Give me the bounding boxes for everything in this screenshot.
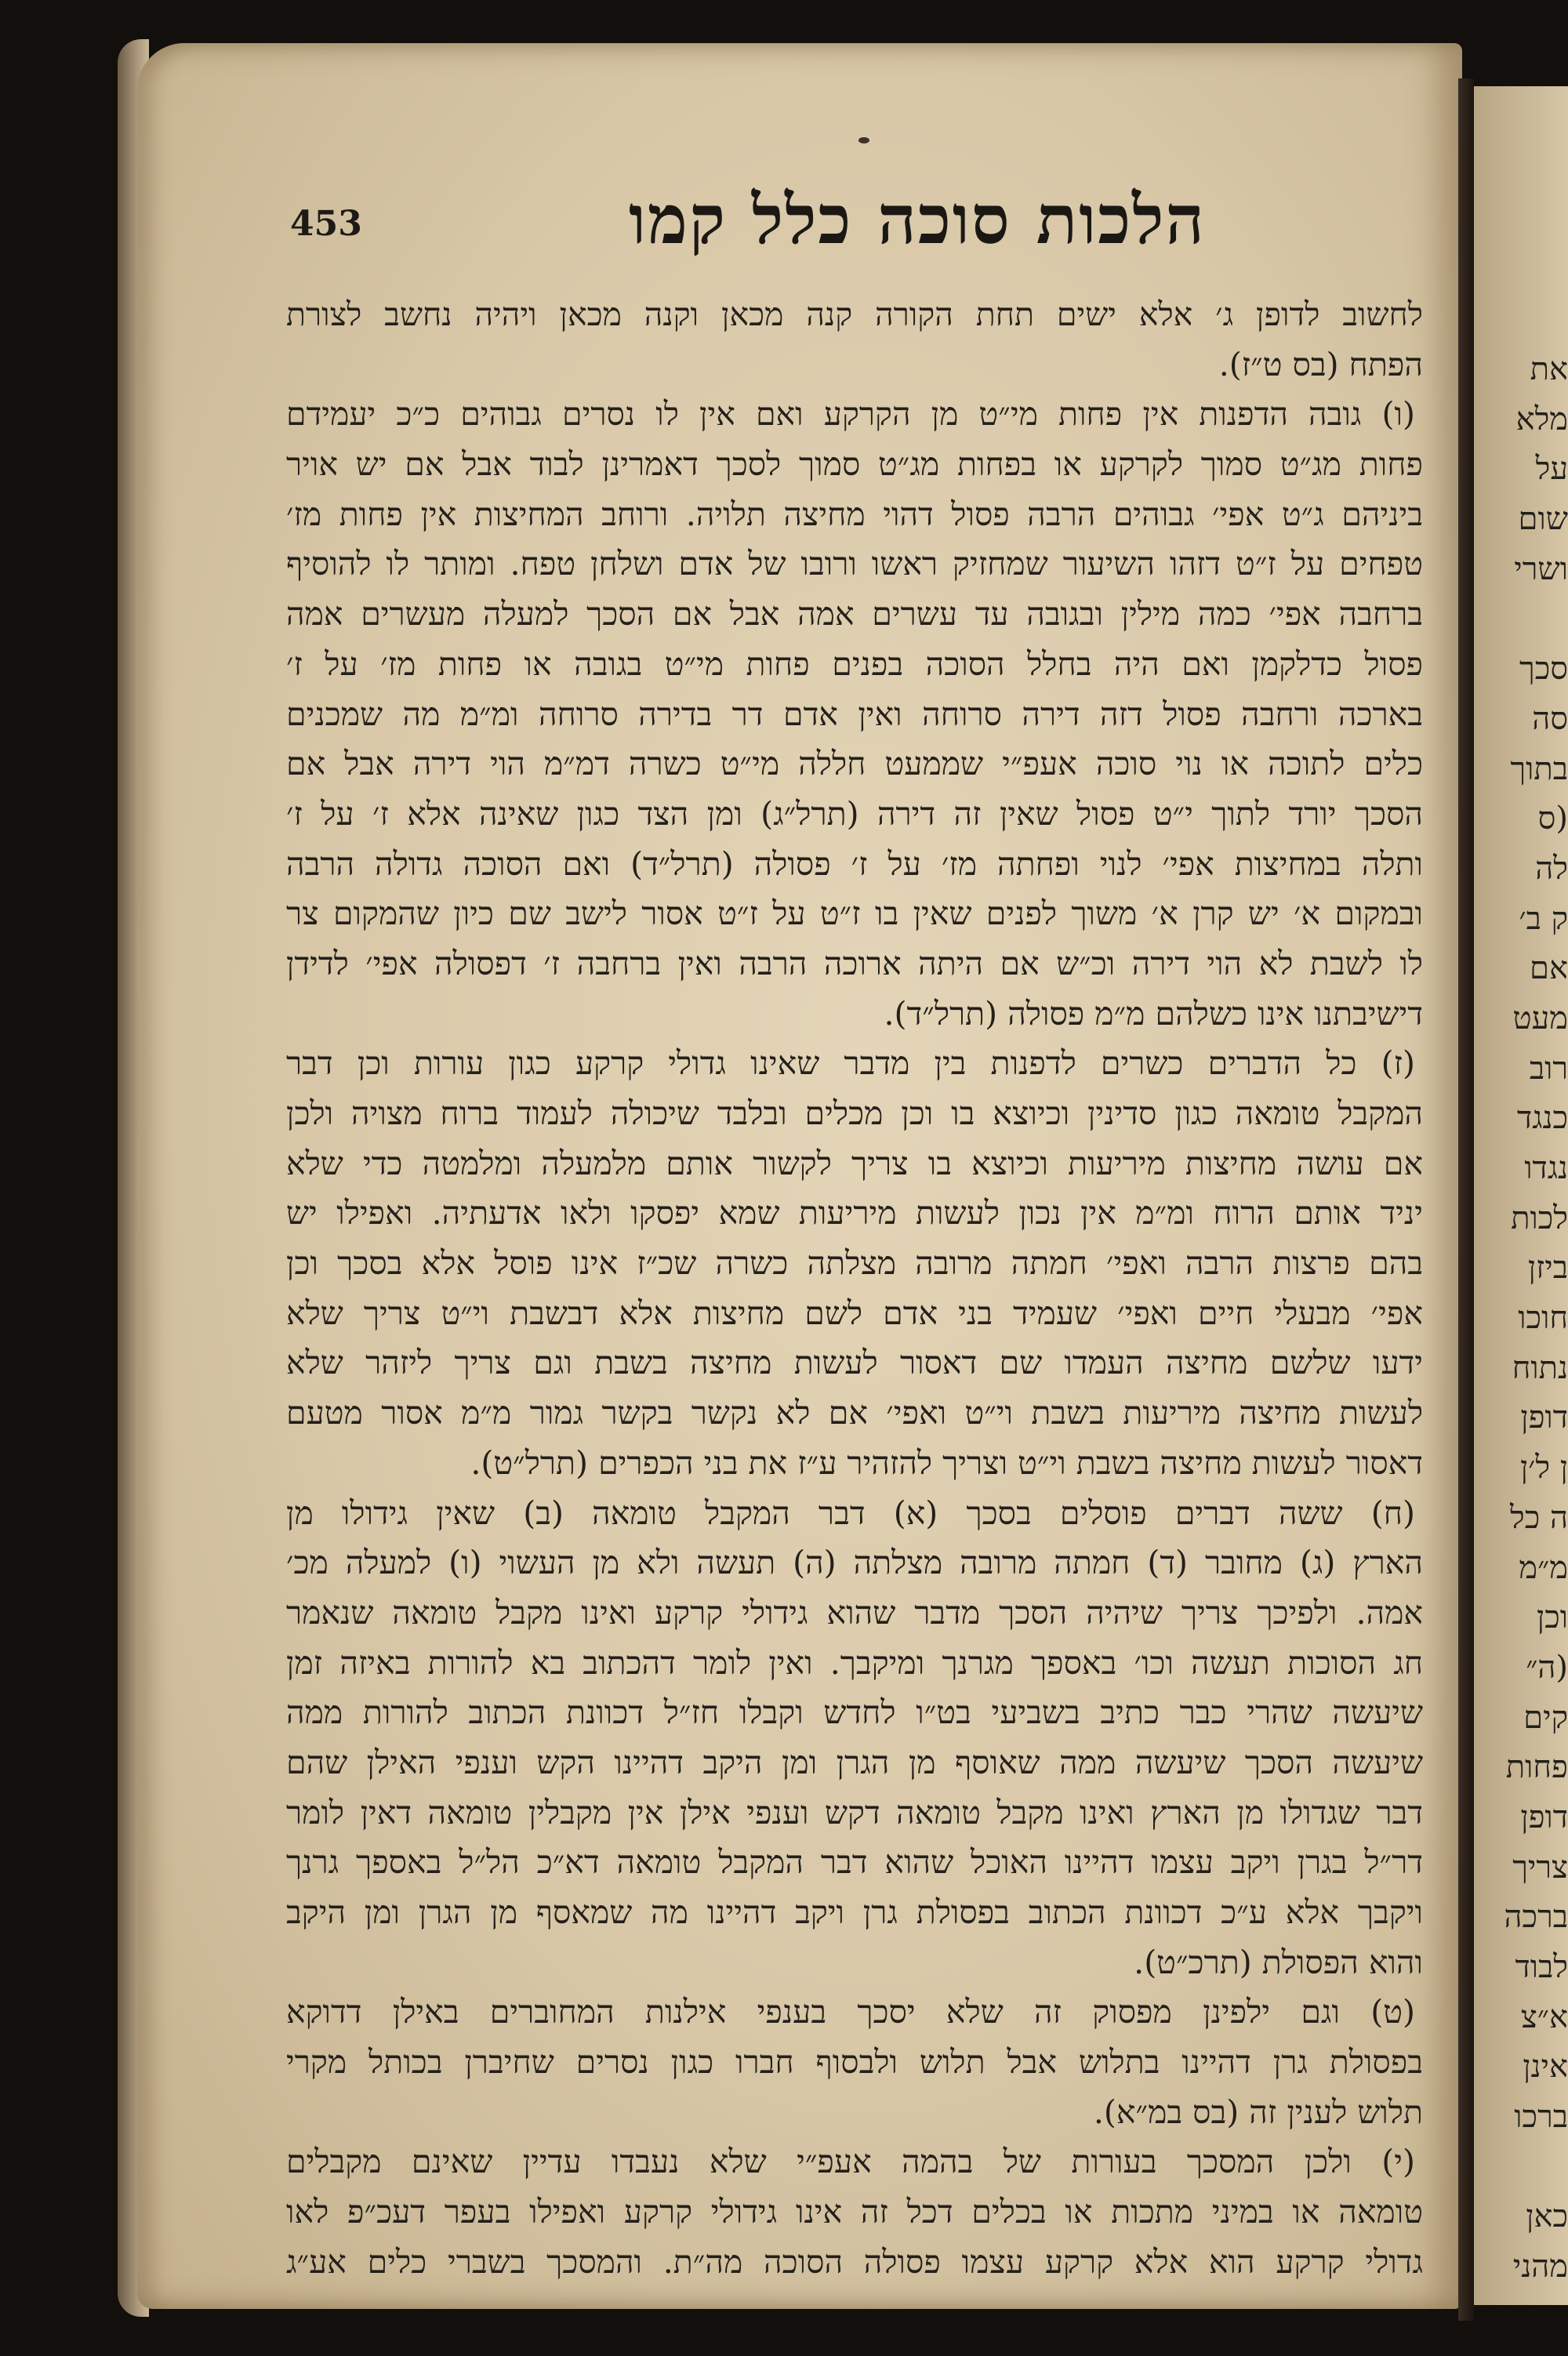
text-line: הסכך יורד לתוך י״ט פסול שאין זה דירה (תרל״ג) ומן הצד כגון שאינה אלא ז׳ על ז׳ <box>286 794 1423 833</box>
facing-page-fragment: פחות <box>1505 1749 1568 1786</box>
page-header <box>290 180 1419 274</box>
text-line: אם עושה מחיצות מיריעות וכיוצא בו צריך לקשור אותם מלמעלה ומלמטה כדי שלא <box>286 1144 1423 1182</box>
running-title: הלכות סוכה כלל קמו <box>629 180 1206 260</box>
text-line: פחות מג״ט סמוך לקרקע או בפחות מג״ט סמוך לסכך דאמרינן לבוד אבל אם יש אויר <box>286 445 1423 484</box>
facing-page-fragment: מ״מ <box>1519 1549 1568 1586</box>
facing-page-fragment: מעט <box>1512 1000 1568 1036</box>
text-line: לו לשבת לא הוי דירה וכ״ש אם היתה ארוכה הרבה ואין ברחבה ז׳ דפסולה אפי׳ לדידן <box>286 944 1423 982</box>
facing-page-text <box>1504 345 1568 2292</box>
text-line: דאסור לעשות מחיצה בשבת וי״ט וצריך להזהיר ע״ז את בני הכפרים (תרל״ט). <box>470 1443 1423 1482</box>
text-line: (ו) גובה הדפנות אין פחות מי״ט מן הקרקע ואם אין לו נסרים גבוהים כ״כ יעמידם <box>286 395 1415 434</box>
body-text <box>286 290 1423 2288</box>
text-line: דישיבתנו אינו כשלהם מ״מ פסולה (תרל״ד). <box>884 994 1423 1033</box>
text-line: ביניהם ג״ט אפי׳ גבוהים הרבה פסול דהוי מחיצה תלויה. ורוחב המחיצות אין פחות מז׳ <box>286 495 1423 533</box>
facing-page-fragment <box>1521 594 1568 644</box>
facing-page-fragment: את <box>1530 351 1568 387</box>
ink-spot <box>858 137 869 143</box>
facing-page-fragment: כאן <box>1526 2198 1568 2235</box>
facing-page-fragment: לבוד <box>1515 1949 1568 1985</box>
text-line: (י) ולכן המסכך בעורות של בהמה אעפ״י שלא נעבדו עדיין שאינם מקבלים <box>286 2143 1415 2181</box>
facing-page-fragment: על <box>1535 451 1568 488</box>
text-line: שיעשה שהרי כבר כתיב בשביעי בט״ו לחדש וקבלו חז״ל דכוונת הכתוב להורות ממה <box>286 1693 1423 1732</box>
facing-page-fragment: מהני <box>1512 2249 1568 2285</box>
facing-page-fragment: אם <box>1530 950 1568 987</box>
facing-page-fragment: בתוך <box>1510 750 1568 787</box>
facing-page-fragment: ברכה <box>1504 1899 1568 1936</box>
text-line: בארכה ורחבה פסול דזה דירה סרוחה ואין אדם דר בדירה סרוחה ומ״מ מה שמכנים <box>286 695 1423 733</box>
text-line: אמה. ולפיכך צריך שיהיה הסכך מדבר שהוא גידולי קרקע ואינו מקבל טומאה שנאמר <box>286 1593 1423 1632</box>
text-line: פסול כדלקמן ואם היה בחלל הסוכה בפנים פחות מי״ט בגובה או פחות מז׳ על ז׳ <box>286 644 1423 683</box>
text-line: הפתח (בס ט״ז). <box>1218 345 1423 383</box>
facing-page-fragment: לה <box>1535 850 1568 887</box>
text-line: ותלה במחיצות אפי׳ לנוי ופחתה מז׳ על ז׳ פסולה (תרל״ד) ואם הסוכה גדולה הרבה <box>286 844 1423 883</box>
text-line: טפחים על ז״ט דזהו השיעור שמחזיק ראשו ורובו של אדם ושלחן טפח. ומותר לו להוסיף <box>286 545 1423 583</box>
text-line: ברחבה אפי׳ כמה מילין ובגובה עד עשרים אמה אבל אם הסכך למעלה מעשרים אמה <box>286 595 1423 633</box>
text-line: שיעשה הסכך שיעשה ממה שאוסף מן הגרן ומן היקב דהיינו הקש וענפי האילן שהם <box>286 1743 1423 1781</box>
text-line: אפי׳ מבעלי חיים ואפי׳ שעמיד בני אדם לשם מחיצות אלא דבשבת וי״ט צריך שלא <box>286 1294 1423 1332</box>
text-line: יניד אותם הרוח ומ״מ אין נכון לעשות מיריעות שמא יפסקו ולאו אדעתיה. ואפילו יש <box>286 1194 1423 1232</box>
text-line: המקבל טומאה כגון סדינין וכיוצא בו וכן מכלים ובלבד שיכולה לעמוד ברוח מצויה ולכן <box>286 1095 1423 1132</box>
text-line: (ז) כל הדברים כשרים לדפנות בין מדבר שאינו גדולי קרקע כגון עורות וכן דבר <box>286 1044 1415 1083</box>
text-line: תלוש לענין זה (בס במ״א). <box>1093 2093 1423 2131</box>
facing-page-fragment: רוב <box>1529 1050 1568 1087</box>
text-line: ויקבך אלא ע״כ דכוונת הכתוב בפסולת גרן ויקב דהיינו מה שמאסף מן הגרן ומן היקב <box>286 1893 1423 1931</box>
facing-page-fragment: ן ל׳ן <box>1519 1450 1568 1487</box>
text-line: ידעו שלשם מחיצה העמדו שם דאסור לעשות מחיצה בשבת וגם צריך ליזהר שלא <box>286 1344 1423 1382</box>
facing-page-fragment: לכות <box>1511 1200 1568 1236</box>
text-line: טומאה או במיני מתכות או בכלים דכל זה אינו גידולי קרקע ואפילו בעפר דעכ״פ לאו <box>286 2193 1423 2231</box>
facing-page-fragment: ברכו <box>1514 2099 1568 2136</box>
facing-page-fragment: אינן <box>1523 2049 1568 2086</box>
facing-page-fragment: דופן <box>1520 1799 1568 1835</box>
facing-page-fragment: שום <box>1518 501 1568 538</box>
facing-page-fragment: סכך <box>1519 651 1568 688</box>
facing-page-fragment: נתוח <box>1512 1349 1568 1386</box>
text-line: דר״ל בגרן ויקב עצמו דהיינו האוכל שהוא דבר המקבל טומאה דא״כ הל״ל באספך גרנך <box>286 1843 1423 1882</box>
facing-page-fragment: סה <box>1532 700 1568 737</box>
facing-page-fragment: דופן <box>1520 1399 1568 1436</box>
facing-page-fragment: צריך <box>1512 1849 1568 1886</box>
facing-page-fragment: מלא <box>1515 401 1568 437</box>
facing-page-fragment: ביזן <box>1527 1250 1568 1287</box>
text-line: והוא הפסולת (תרכ״ט). <box>1134 1943 1423 1981</box>
page-number: 453 <box>290 204 362 244</box>
text-line: בהם פרצות הרבה ואפי׳ חמתה מרובה מצלתה כשרה שכ״ז אינו פוסל אלא בסכך וכן <box>286 1244 1423 1283</box>
text-line: (ח) ששה דברים פוסלים בסכך (א) דבר המקבל טומאה (ב) שאין גידולו מן <box>286 1494 1415 1532</box>
facing-page-fragment: ה כל <box>1510 1499 1568 1536</box>
text-line: לחשוב לדופן ג׳ אלא ישים תחת הקורה קנה מכאן וקנה מכאן ויהיה נחשב לצורת <box>286 296 1423 333</box>
text-line: גדולי קרקע הוא אלא קרקע עצמו פסולה הסוכה מה״ת. והמסכך בשברי כלים אע״ג <box>286 2242 1423 2281</box>
facing-page-fragment: (ס <box>1537 800 1568 837</box>
facing-page-fragment: ושרי <box>1514 550 1568 587</box>
text-line: חג הסוכות תעשה וכו׳ באספך מגרנך ומיקבך. ואין לומר דהכתוב בא להורות באיזה זמן <box>286 1643 1423 1682</box>
facing-page-fragment: חוכו <box>1518 1300 1568 1337</box>
text-line: דבר שגדולו מן הארץ ואינו מקבל טומאה דקש וענפי אילן אין מקבלין טומאה דאין לומר <box>286 1793 1423 1831</box>
facing-page-fragment: נגדו <box>1524 1150 1568 1186</box>
facing-page-fragment: (ה״ <box>1526 1649 1568 1686</box>
facing-page-fragment: א״צ <box>1520 1998 1568 2035</box>
text-line: כלים לתוכה או נוי סוכה אעפ״י שממעט חללה מי״ט כשרה דמ״מ הוי דירה אבל אם <box>286 745 1423 783</box>
facing-page-fragment: ק ב׳ <box>1519 900 1568 937</box>
facing-page-fragment: קים <box>1523 1699 1568 1736</box>
facing-page-fragment: וכן <box>1537 1599 1568 1636</box>
text-line: הארץ (ג) מחובר (ד) חמתה מרובה מצלתה (ה) תעשה ולא מן העשוי (ו) למעלה מכ׳ <box>286 1544 1423 1582</box>
text-line: (ט) וגם ילפינן מפסוק זה שלא יסכך בענפי אילנות המחוברים באילן דדוקא <box>286 1993 1415 2031</box>
page-gutter <box>1458 78 1474 2321</box>
facing-page-fragment: כנגד <box>1517 1100 1568 1137</box>
text-line: בפסולת גרן דהיינו בתלוש אבל תלוש ולבסוף חברו כגון נסרים שחיברן בכותל מקרי <box>286 2043 1423 2082</box>
facing-page-fragment <box>1521 2143 1568 2193</box>
text-line: לעשות מחיצה מיריעות בשבת וי״ט ואפי׳ אם לא נקשר בקשר גמור מ״מ אסור מטעם <box>286 1394 1423 1432</box>
text-line: ובמקום א׳ יש קרן א׳ משוך לפנים שאין בו ז״ט על ז״ט אסור לישב שם כיון שהמקום צר <box>286 895 1424 933</box>
